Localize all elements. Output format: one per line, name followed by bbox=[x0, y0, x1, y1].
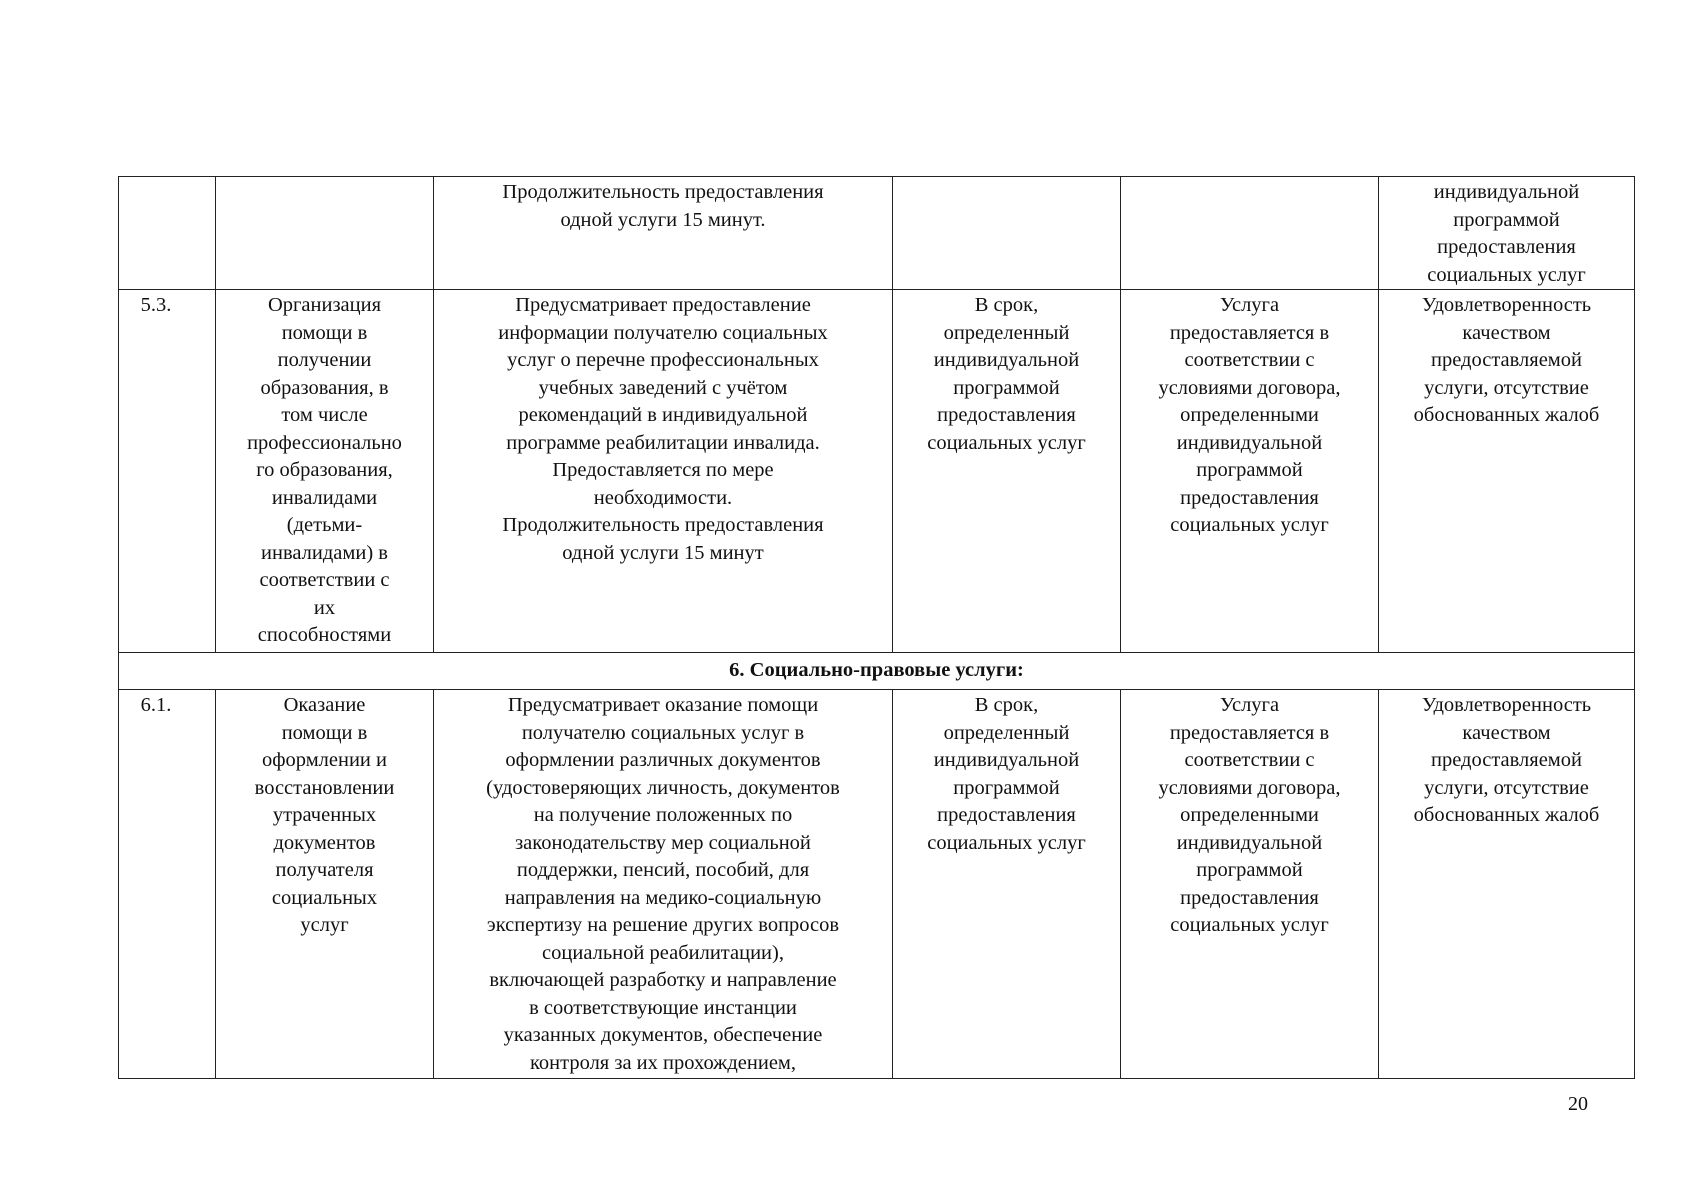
service-name-cell bbox=[216, 177, 434, 290]
row-number-cell: 5.3. bbox=[119, 290, 216, 653]
service-quality-cell: Удовлетворенность качеством предоставляемой услуги, отсутствие обоснованных жалоб bbox=[1379, 690, 1635, 1079]
row-number-cell: 6.1. bbox=[119, 690, 216, 1079]
service-quality-cell: Удовлетворенность качеством предоставляемой услуги, отсутствие обоснованных жалоб bbox=[1379, 290, 1635, 653]
service-quality-cell: индивидуальной программой предоставления социальных услуг bbox=[1379, 177, 1635, 290]
service-description-cell: Продолжительность предоставления одной услуги 15 минут. bbox=[434, 177, 893, 290]
service-conditions-cell: Услуга предоставляется в соответствии с условиями договора, определенными индивидуальной программой предоставления социальных услуг bbox=[1121, 290, 1379, 653]
table-row-continuation bbox=[119, 177, 1635, 290]
row-number-cell bbox=[119, 177, 216, 290]
service-term-cell: В срок, определенный индивидуальной программой предоставления социальных услуг bbox=[893, 290, 1121, 653]
service-description-cell: Предусматривает оказание помощи получателю социальных услуг в оформлении различных документов (удостоверяющих личность, документов на получение положенных по законодательству мер социальной поддержки, пенсий, пособий, для направления на медико-социальную экспертизу на решение других вопросов социальной реабилитации), включающей разработку и направление в соответствующие инстанции указанных документов, обеспечение контроля за их прохождением, bbox=[434, 690, 893, 1079]
service-term-cell: В срок, определенный индивидуальной программой предоставления социальных услуг bbox=[893, 690, 1121, 1079]
service-description-cell: Предусматривает предоставление информации получателю социальных услуг о перечне профессиональных учебных заведений с учётом рекомендаций в индивидуальной программе реабилитации инвалида. Предоставляется по мере необходимости. Продолжительность предоставления одной услуги 15 минут bbox=[434, 290, 893, 653]
service-name-cell: Организация помощи в получении образования, в том числе профессионально го образования, инвалидами (детьми- инвалидами) в соответствии с их способностями bbox=[216, 290, 434, 653]
table-row-5-3 bbox=[119, 290, 1635, 653]
service-name-cell: Оказание помощи в оформлении и восстановлении утраченных документов получателя социальных услуг bbox=[216, 690, 434, 1079]
table-row-6-1 bbox=[119, 690, 1635, 1079]
page-number: 20 bbox=[1568, 1093, 1588, 1115]
services-table bbox=[118, 176, 1635, 1079]
section-title: 6. Социально-правовые услуги: bbox=[119, 653, 1635, 690]
service-conditions-cell bbox=[1121, 177, 1379, 290]
section-header-row bbox=[119, 653, 1635, 690]
service-conditions-cell: Услуга предоставляется в соответствии с условиями договора, определенными индивидуальной программой предоставления социальных услуг bbox=[1121, 690, 1379, 1079]
service-term-cell bbox=[893, 177, 1121, 290]
